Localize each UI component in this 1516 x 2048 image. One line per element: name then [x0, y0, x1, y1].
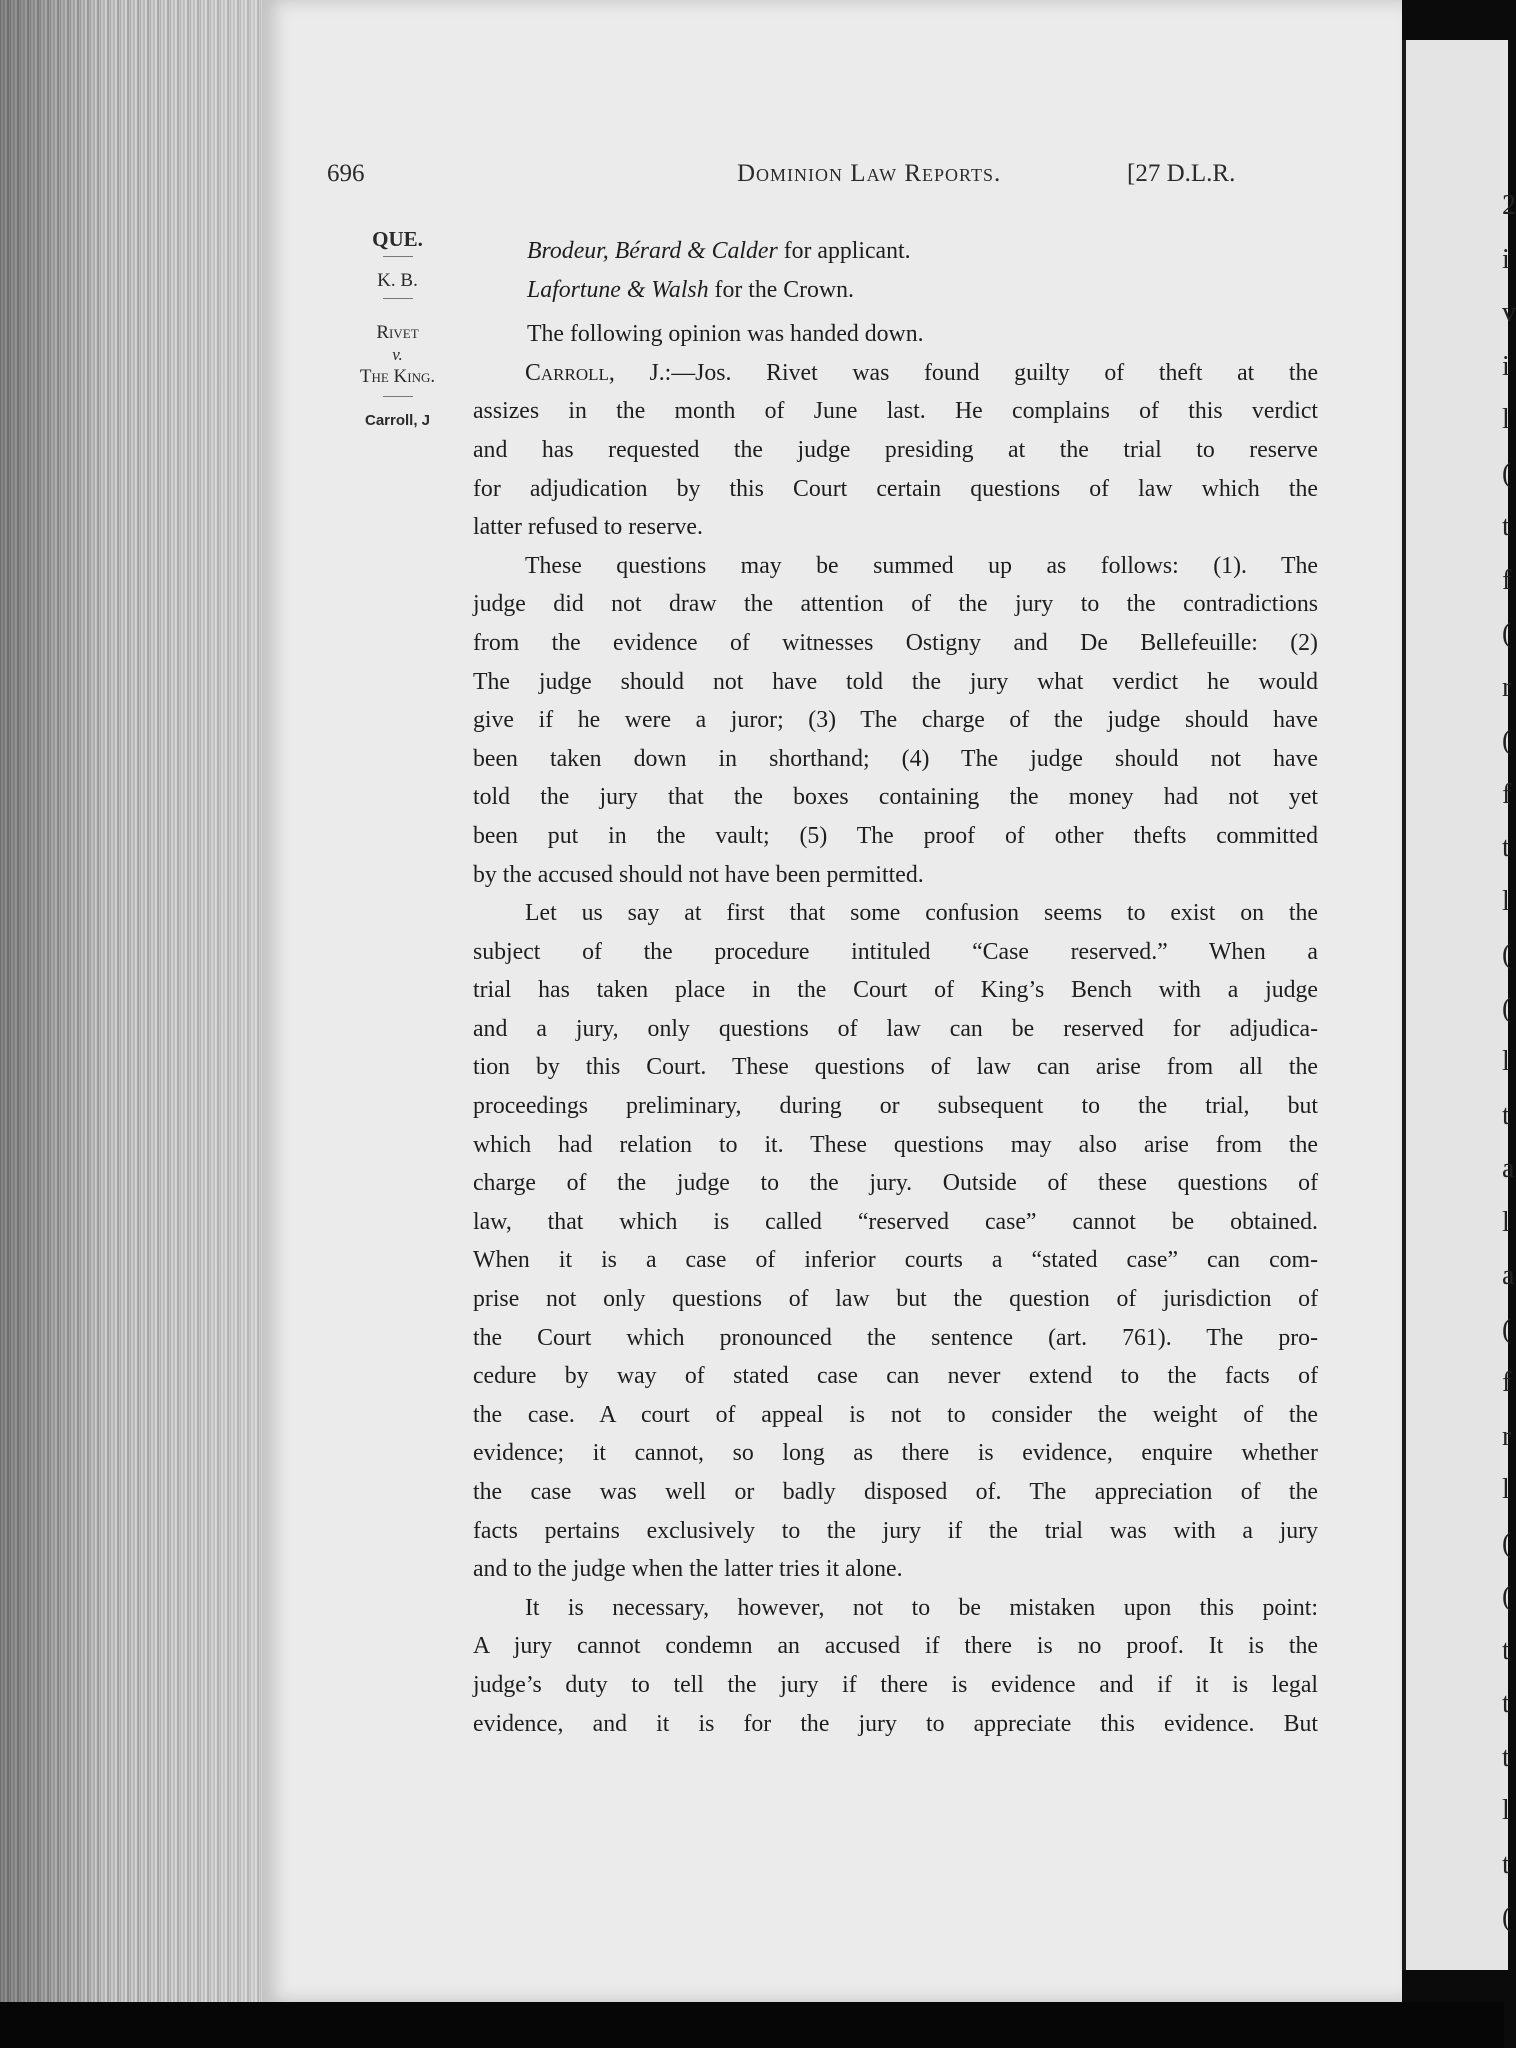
text-line: judge’s duty to tell the jury if there is evidence and if it is legal: [473, 1671, 1318, 1698]
facing-page-fragment: 2: [1502, 190, 1516, 221]
text-line: These questions may be summed up as follows: (1). The: [525, 552, 1318, 579]
text-line: assizes in the month of June last. He complains of this verdict: [473, 398, 1318, 425]
text-line: prise not only questions of law but the question of jurisdiction of: [473, 1286, 1318, 1313]
text-line: subject of the procedure intituled “Case reserved.” When a: [473, 938, 1318, 965]
margin-case-party1: Rivet: [376, 322, 419, 343]
facing-page-fragment: (: [1502, 725, 1512, 756]
facing-page-fragment: t: [1502, 832, 1510, 863]
facing-page-edge: [1402, 40, 1516, 1970]
text-line: A jury cannot condemn an accused if there is no proof. It is the: [473, 1633, 1318, 1660]
text-line: and has requested the judge presiding at the trial to reserve: [473, 436, 1318, 463]
text-line: trial has taken place in the Court of King’s Bench with a judge: [473, 977, 1318, 1004]
page-header: [327, 160, 1327, 200]
margin-judge: Carroll, J: [364, 412, 431, 429]
facing-page-fragment: f: [1502, 1367, 1512, 1398]
facing-page-fragment: l: [1502, 1206, 1510, 1238]
margin-province: QUE.: [372, 227, 423, 251]
page-number: 696: [327, 160, 365, 187]
text-line: judge did not draw the attention of the jury to the contradictions: [473, 591, 1318, 618]
facing-page-fragment: (: [1502, 457, 1512, 489]
margin-case-v: v.: [392, 345, 403, 364]
text-line: Carroll, J.:—Jos. Rivet was found guilty of theft at the: [525, 359, 1319, 386]
facing-page-fragment: l: [1502, 1046, 1510, 1077]
facing-page-fragment: (: [1502, 992, 1512, 1024]
text-line: which had relation to it. These questions may also arise from the: [473, 1131, 1318, 1158]
counsel-line: Lafortune & Walsh for the Crown.: [527, 276, 854, 303]
text-line: been put in the vault; (5) The proof of other thefts committed: [473, 822, 1318, 849]
text-line: and a jury, only questions of law can be reserved for adjudica-: [473, 1015, 1318, 1042]
text-line: The judge should not have told the jury what verdict he would: [473, 668, 1318, 695]
facing-page-fragment: a: [1502, 1153, 1515, 1184]
text-line: and to the judge when the latter tries it alone.: [473, 1556, 903, 1583]
facing-page-fragment: t: [1502, 1848, 1510, 1880]
facing-page-fragment: (: [1502, 618, 1512, 649]
text-line: latter refused to reserve.: [473, 514, 703, 541]
text-line: facts pertains exclusively to the jury if the trial was with a jury: [473, 1517, 1318, 1544]
facing-page-fragment: (: [1502, 1902, 1512, 1933]
opinion-intro: The following opinion was handed down.: [527, 321, 924, 348]
text-line: It is necessary, however, not to be mistaken upon this point:: [525, 1594, 1318, 1621]
facing-page-fragment: f: [1502, 778, 1512, 810]
text-line: from the evidence of witnesses Ostigny and De Bellefeuille: (2): [473, 629, 1318, 656]
margin-rule: [310, 252, 485, 261]
text-line: told the jury that the boxes containing the money had not yet: [473, 784, 1318, 811]
margin-court: K. B.: [377, 270, 418, 291]
facing-page-fragment: l: [1502, 885, 1510, 917]
text-line: When it is a case of inferior courts a “stated case” can com-: [473, 1247, 1318, 1274]
facing-page-fragment: r: [1502, 671, 1512, 703]
text-line: law, that which is called “reserved case” cannot be obtained.: [473, 1208, 1318, 1235]
facing-page-fragment: t: [1502, 1634, 1510, 1666]
opinion-text: [473, 232, 1319, 1743]
text-line: proceedings preliminary, during or subsequent to the trial, but: [473, 1093, 1318, 1120]
facing-page-fragment: (: [1502, 1313, 1512, 1345]
facing-page-fragment: t: [1502, 1688, 1510, 1719]
text-line: been taken down in shorthand; (4) The judge should not have: [473, 745, 1318, 772]
running-title: Dominion Law Reports.: [737, 160, 1002, 187]
facing-page-fragment: i: [1502, 350, 1510, 382]
facing-page-fragment: t: [1502, 511, 1510, 542]
facing-page-fragment: l: [1502, 404, 1510, 435]
margin-rule: [310, 294, 485, 303]
facing-page-fragment: a: [1502, 1260, 1515, 1291]
volume-reference: [27 D.L.R.: [1127, 160, 1236, 187]
counsel-line: Brodeur, Bérard & Calder for applicant.: [527, 238, 911, 264]
text-line: Let us say at first that some confusion seems to exist on the: [525, 900, 1318, 927]
facing-page-fragment: l: [1502, 1795, 1510, 1826]
text-line: the Court which pronounced the sentence (art. 761). The pro-: [473, 1324, 1318, 1351]
text-line: by the accused should not have been permitted.: [473, 861, 924, 888]
facing-page-fragment: r: [1502, 1420, 1512, 1452]
facing-page-fragment: f: [1502, 564, 1512, 596]
facing-page-fragment: t: [1502, 1741, 1510, 1773]
facing-page-fragment: (: [1502, 1581, 1512, 1612]
facing-page-fragment: (: [1502, 939, 1512, 970]
facing-page-fragment: t: [1502, 1099, 1510, 1131]
text-line: the case. A court of appeal is not to consider the weight of the: [473, 1401, 1318, 1428]
book-page-edges: [0, 0, 270, 2048]
judge-name: Carroll, J.:: [525, 359, 672, 386]
margin-case-party2: The King.: [359, 366, 436, 387]
margin-rule: [310, 392, 485, 401]
facing-page-fragment: v: [1502, 297, 1516, 328]
text-line: tion by this Court. These questions of law can arise from all the: [473, 1054, 1318, 1081]
text-line: the case was well or badly disposed of. The appreciation of the: [473, 1479, 1318, 1505]
facing-page-fragment: (: [1502, 1527, 1512, 1559]
facing-page-fragment: i: [1502, 243, 1510, 275]
text-line: charge of the judge to the jury. Outside of these questions of: [473, 1170, 1318, 1197]
text-line: cedure by way of stated case can never extend to the facts of: [473, 1363, 1318, 1390]
scan-border: [0, 2002, 1504, 2048]
text-line: for adjudication by this Court certain questions of law which the: [473, 475, 1318, 502]
text-line: evidence, and it is for the jury to appreciate this evidence. But: [473, 1710, 1318, 1737]
facing-page-fragment: l: [1502, 1474, 1510, 1505]
text-line: give if he were a juror; (3) The charge of the judge should have: [473, 707, 1318, 734]
text-line: evidence; it cannot, so long as there is evidence, enquire whether: [473, 1440, 1318, 1467]
